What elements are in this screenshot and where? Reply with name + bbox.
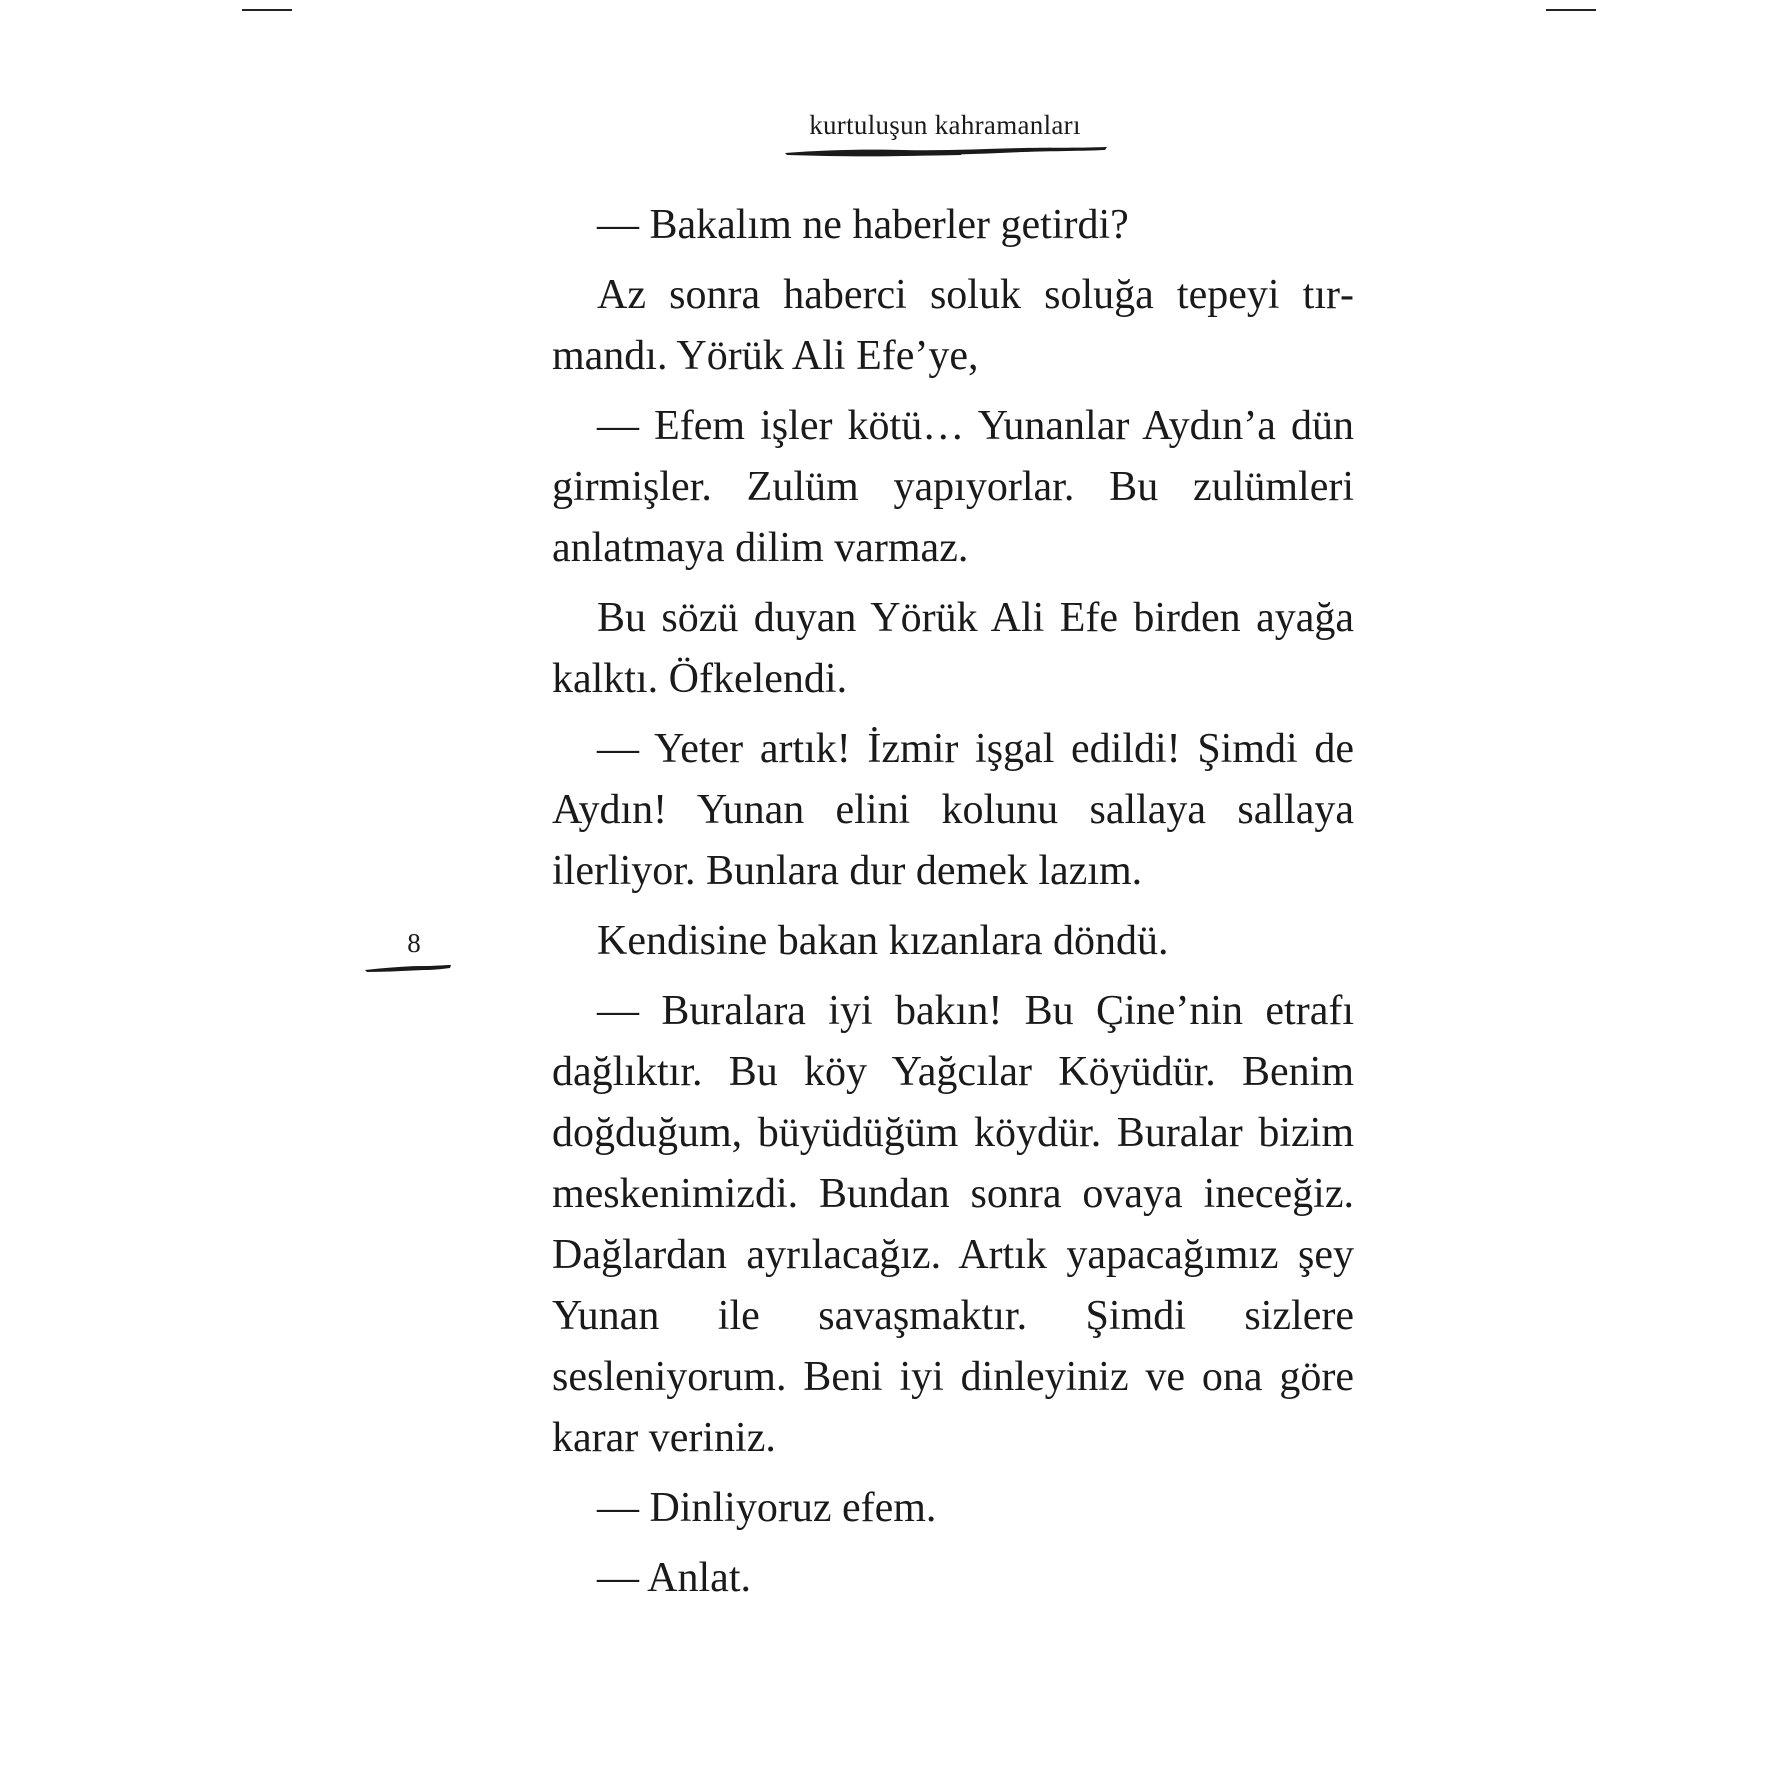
crop-mark-left xyxy=(242,9,292,11)
paragraph: Kendisine bakan kızanlara döndü. xyxy=(597,918,1169,964)
paragraph: — Dinliyoruz efem. xyxy=(597,1485,937,1531)
paragraph: — Bakalım ne haberler getirdi? xyxy=(597,202,1129,248)
running-head xyxy=(780,108,1110,142)
brush-stroke-ornament xyxy=(783,146,1109,160)
page-number: 8 xyxy=(407,928,421,958)
paragraph: — Yeter artık! İzmir işgal edildi! Şimdi de Aydın! Yunan elini kolunu sallaya sallaya ilerliyor. Bunlara dur demek lazım. xyxy=(552,726,1354,894)
paragraph: — Buralara iyi bakın! Bu Çine’nin etrafı dağlıktır. Bu köy Yağcılar Köyüdür. Benim doğduğum, büyüdüğüm köydür. Buralar bizim meskenimizdi. Bundan sonra ovaya ineceğiz. Dağlardan ayrılacağız. Artık yapacağımız şey Yunan ile savaşmaktır. Şimdi sizlere sesleniyorum. Beni iyi dinleyiniz ve ona göre karar veriniz. xyxy=(552,988,1354,1461)
body-text xyxy=(552,195,1354,1618)
page-number-block xyxy=(364,926,454,960)
paragraph: Az sonra haberci soluk soluğa tepeyi tırmandı. Yörük Ali Efe’ye, xyxy=(552,272,1354,379)
paragraph: — Anlat. xyxy=(597,1555,751,1601)
running-head-title: kurtuluşun kahramanları xyxy=(809,110,1081,140)
paragraph: — Efem işler kötü… Yunanlar Aydın’a dün girmişler. Zulüm yapıyorlar. Bu zulümleri anlatmaya dilim varmaz. xyxy=(552,403,1354,571)
crop-mark-right xyxy=(1546,9,1596,11)
paragraph: Bu sözü duyan Yörük Ali Efe birden ayağa kalktı. Öfkelendi. xyxy=(552,595,1354,702)
brush-stroke-ornament xyxy=(364,962,452,974)
